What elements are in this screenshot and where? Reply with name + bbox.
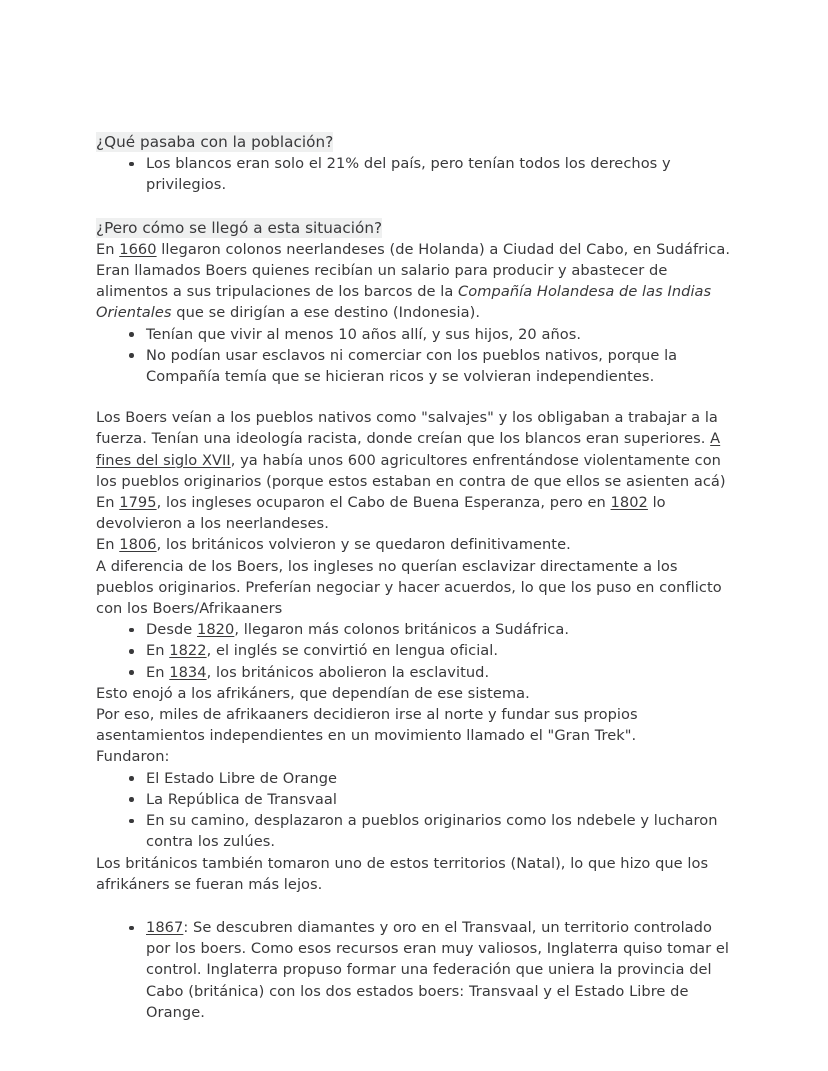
bullet-list-poblacion: [96, 153, 733, 195]
list-item: 1867: Se descubren diamantes y oro en el Transvaal, un territorio controlado por los boers. Como esos recursos eran muy valiosos, Inglaterra quiso tomar el control. Inglaterra propuso formar una federación que uniera la provincia del Cabo (británica) con los dos estados boers: Transvaal y el Estado Libre de Orange.: [96, 917, 733, 1023]
paragraph-fundaron: Fundaron:: [96, 748, 170, 766]
list-item: El Estado Libre de Orange: [96, 768, 733, 789]
paragraph-gran-trek: Por eso, miles de afrikaaners decidieron irse al norte y fundar sus propios asentamientos independientes en un movimiento llamado el "Gran Trek".: [96, 706, 638, 745]
italic-text: Compañía Holandesa de las Indias Orientales: [96, 283, 712, 322]
bullet-list-1867: [96, 917, 733, 1023]
underlined-text: 1834: [169, 663, 207, 681]
paragraph-1660: En 1660 llegaron colonos neerlandeses (de Holanda) a Ciudad del Cabo, en Sudáfrica. Eran llamados Boers quienes recibían un salario para producir y abastecer de alimentos a sus tripulaciones de los barcos de la Compañía Holandesa de las Indias Orientales que se dirigían a ese destino (Indonesia).: [96, 240, 731, 322]
spacer: [96, 196, 733, 218]
spacer: [96, 895, 733, 917]
underlined-text: 1795: [119, 494, 157, 512]
list-item: No podían usar esclavos ni comerciar con los pueblos nativos, porque la Compañía temía que se hicieran ricos y se volvieran independientes.: [96, 345, 733, 387]
underlined-text: 1867: [146, 918, 184, 936]
section-heading-situacion: [96, 218, 733, 239]
list-item: Tenían que vivir al menos 10 años allí, y sus hijos, 20 años.: [96, 324, 733, 345]
bullet-list-estados: [96, 768, 733, 853]
paragraph-enojo: Esto enojó a los afrikáners, que dependían de ese sistema.: [96, 684, 530, 702]
paragraph-diferencia: A diferencia de los Boers, los ingleses no querían esclavizar directamente a los pueblos originarios. Preferían negociar y hacer acuerdos, lo que los puso en conflicto con los Boers/Afrikaaners: [96, 557, 722, 618]
list-item: En 1822, el inglés se convirtió en lengua oficial.: [96, 640, 733, 661]
underlined-text: 1822: [169, 642, 207, 660]
document-body: [96, 132, 733, 1023]
list-item: La República de Transvaal: [96, 789, 733, 810]
underlined-text: 1802: [610, 494, 648, 512]
bullet-list-condiciones: [96, 324, 733, 388]
heading-highlight: ¿Qué pasaba con la población?: [96, 133, 334, 151]
section-heading-poblacion: [96, 132, 733, 153]
list-item: Los blancos eran solo el 21% del país, pero tenían todos los derechos y privilegios.: [96, 153, 733, 195]
paragraph-salvajes: Los Boers veían a los pueblos nativos como "salvajes" y los obligaban a trabajar a la fuerza. Tenían una ideología racista, donde creían que los blancos eran superiores. A fines del siglo XVII, ya había unos 600 agricultores enfrentándose violentamente con los pueblos originarios (porque estos estaban en contra de que ellos se asienten acá): [96, 409, 726, 490]
bullet-list-britanicos: [96, 619, 733, 683]
underlined-text: A fines del siglo XVII: [96, 430, 721, 469]
paragraph-1795: En 1795, los ingleses ocuparon el Cabo de Buena Esperanza, pero en 1802 lo devolvieron a los neerlandeses.: [96, 494, 666, 533]
paragraph-natal: Los británicos también tomaron uno de estos territorios (Natal), lo que hizo que los afrikáners se fueran más lejos.: [96, 854, 709, 893]
paragraph-1806: En 1806, los británicos volvieron y se quedaron definitivamente.: [96, 536, 571, 554]
heading-highlight: ¿Pero cómo se llegó a esta situación?: [96, 218, 383, 237]
underlined-text: 1820: [197, 621, 235, 639]
spacer: [96, 387, 733, 407]
underlined-text: 1660: [119, 240, 157, 258]
list-item: En su camino, desplazaron a pueblos originarios como los ndebele y lucharon contra los zulúes.: [96, 810, 733, 852]
list-item: En 1834, los británicos abolieron la esclavitud.: [96, 662, 733, 683]
list-item: Desde 1820, llegaron más colonos británicos a Sudáfrica.: [96, 619, 733, 640]
underlined-text: 1806: [119, 536, 157, 554]
